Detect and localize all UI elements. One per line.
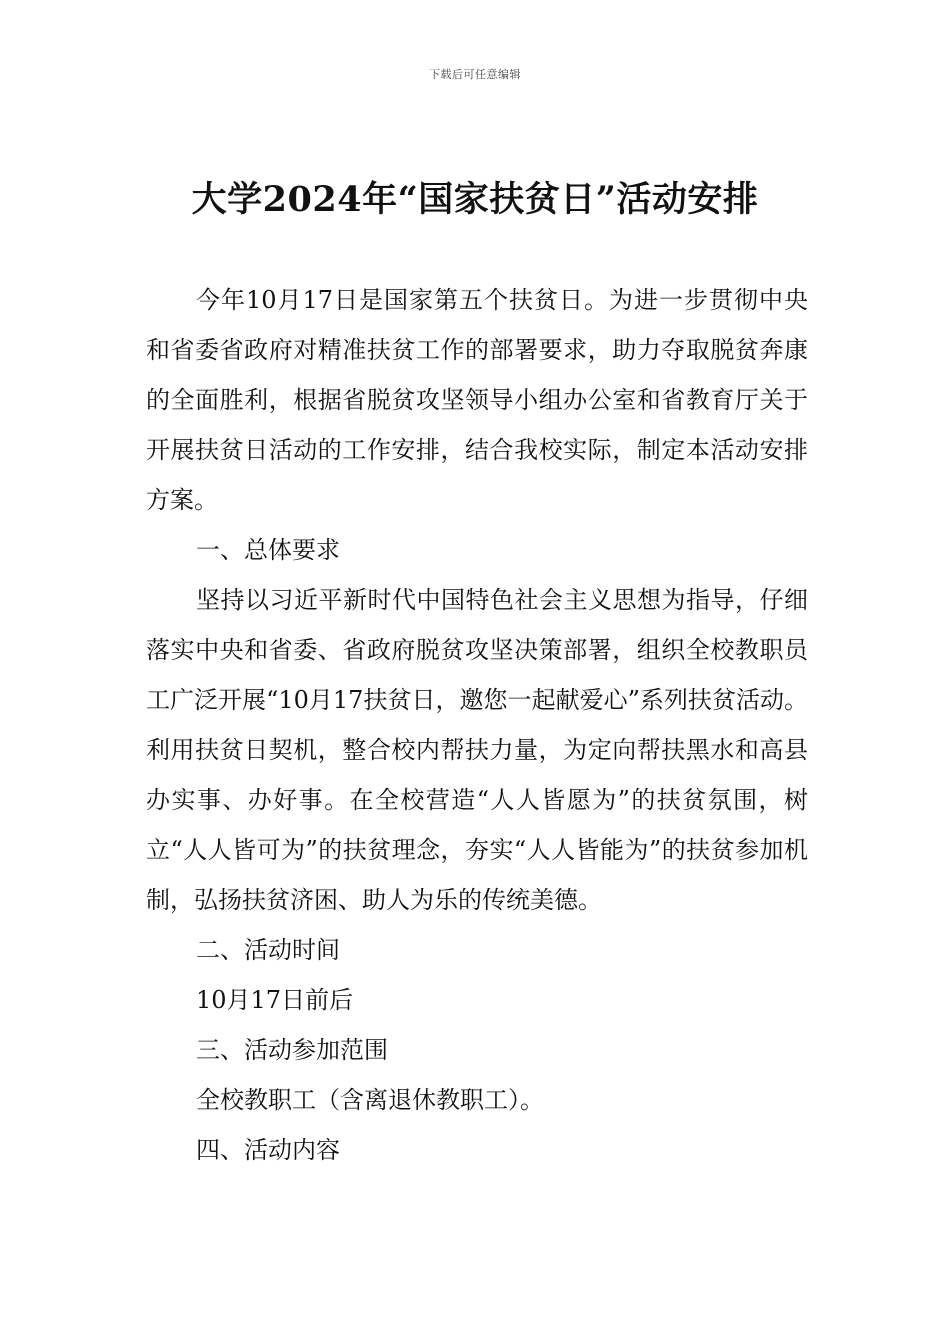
paragraph-intro: 今年10月17日是国家第五个扶贫日。为进一步贯彻中央和省委省政府对精准扶贫工作的部署要求，助力夺取脱贫奔康的全面胜利，根据省脱贫攻坚领导小组办公室和省教育厅关于开展扶贫日活动的工作安排，结合我校实际，制定本活动安排方案。 xyxy=(146,286,808,514)
heading-participation-scope: 三、活动参加范围 xyxy=(196,1036,388,1064)
paragraph-activity-time: 10月17日前后 xyxy=(196,986,354,1014)
page-header-note: 下载后可任意编辑 xyxy=(429,68,521,81)
paragraph-general-requirements: 坚持以习近平新时代中国特色社会主义思想为指导，仔细落实中央和省委、省政府脱贫攻坚决策部署，组织全校教职员工广泛开展“10月17扶贫日，邀您一起献爱心”系列扶贫活动。利用扶贫日契机，整合校内帮扶力量，为定向帮扶黑水和高县办实事、办好事。在全校营造“人人皆愿为”的扶贫氛围，树立“人人皆可为”的扶贫理念，夯实“人人皆能为”的扶贫参加机制，弘扬扶贫济困、助人为乐的传统美德。 xyxy=(146,586,808,914)
document-title: 大学2024年“国家扶贫日”活动安排 xyxy=(191,179,759,220)
heading-activity-content: 四、活动内容 xyxy=(196,1136,340,1164)
heading-activity-time: 二、活动时间 xyxy=(196,936,340,964)
paragraph-participation-scope: 全校教职工（含离退休教职工）。 xyxy=(196,1086,544,1114)
document-body xyxy=(146,275,808,1175)
heading-general-requirements: 一、总体要求 xyxy=(196,536,340,564)
